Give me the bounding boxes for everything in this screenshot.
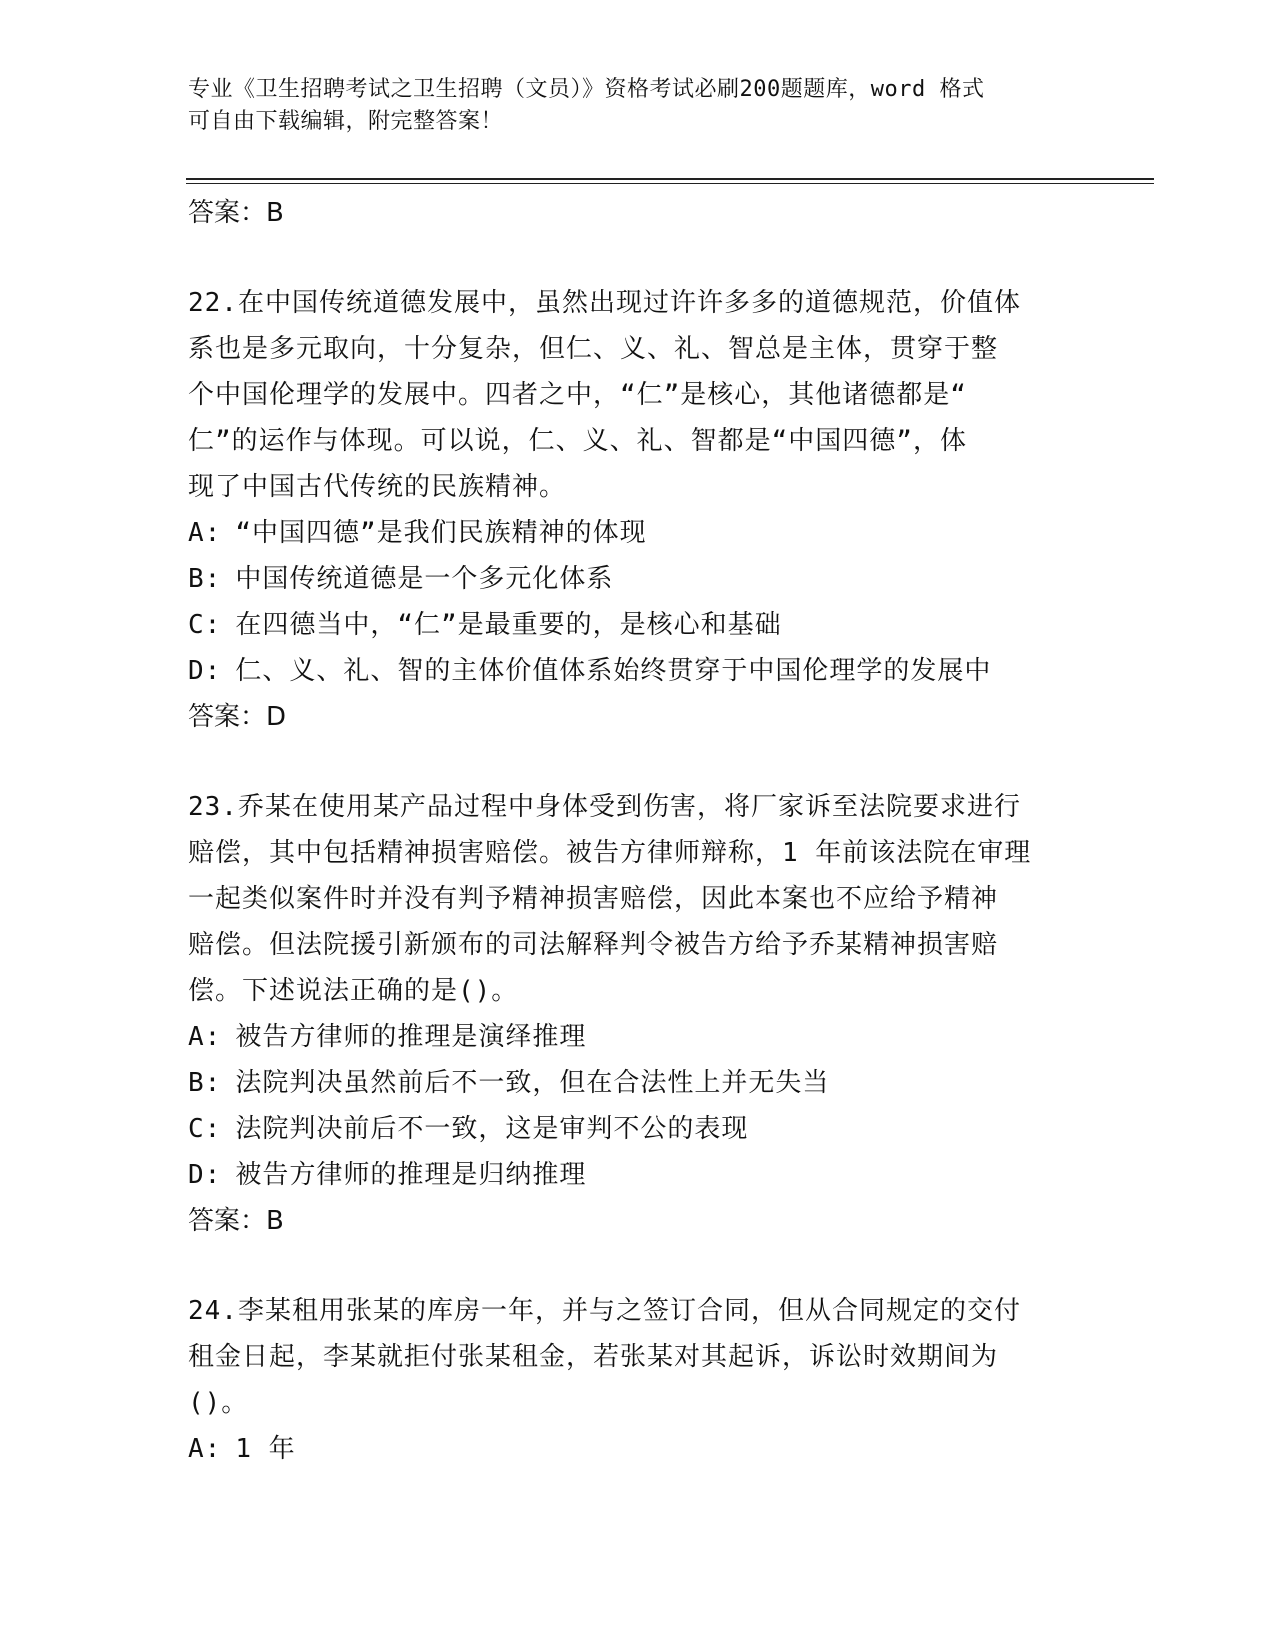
option-text: 被告方律师的推理是演绎推理 <box>235 1022 587 1052</box>
option-d <box>188 648 1088 694</box>
option-letter: D: <box>188 1160 222 1190</box>
option-letter: B: <box>188 1068 222 1098</box>
option-letter: A: <box>188 1434 222 1464</box>
question-text-line: 偿。下述说法正确的是()。 <box>188 976 519 1006</box>
option-text: 中国传统道德是一个多元化体系 <box>235 564 614 594</box>
question-text-line: 租金日起，李某就拒付张某租金，若张某对其起诉，诉讼时效期间为 <box>188 1342 999 1372</box>
question-text-line: 赔偿。但法院援引新颁布的司法解释判令被告方给予乔某精神损害赔 <box>188 930 999 960</box>
option-d <box>188 1152 1088 1198</box>
option-letter: C: <box>188 1114 222 1144</box>
question-text-line: 23.乔某在使用某产品过程中身体受到伤害，将厂家诉至法院要求进行 <box>188 792 1021 822</box>
option-c <box>188 602 1088 648</box>
option-letter: A: <box>188 1022 222 1052</box>
question-block <box>188 784 1088 1244</box>
option-text: 被告方律师的推理是归纳推理 <box>235 1160 587 1190</box>
option-a <box>188 1426 1088 1472</box>
option-a <box>188 1014 1088 1060</box>
question-block <box>188 1288 1088 1472</box>
document-header <box>188 74 1088 138</box>
option-text: 仁、义、礼、智的主体价值体系始终贯穿于中国伦理学的发展中 <box>235 656 992 686</box>
option-a <box>188 510 1088 556</box>
option-letter: D: <box>188 656 222 686</box>
option-letter: B: <box>188 564 222 594</box>
question-text-line: 24.李某租用张某的库房一年，并与之签订合同，但从合同规定的交付 <box>188 1296 1021 1326</box>
option-text: 法院判决虽然前后不一致，但在合法性上并无失当 <box>235 1068 830 1098</box>
header-line-2: 可自由下载编辑，附完整答案！ <box>188 109 504 134</box>
question-text-line: 个中国伦理学的发展中。四者之中，“仁”是核心，其他诸德都是“ <box>188 380 967 410</box>
document-body <box>188 190 1088 1472</box>
question-text-line: ()。 <box>188 1388 249 1418</box>
answer-line: 答案：B <box>188 198 284 228</box>
answer-line: 答案：B <box>188 1206 284 1236</box>
option-b <box>188 1060 1088 1106</box>
header-rule-thick <box>186 178 1154 180</box>
header-rule-thin <box>186 183 1154 184</box>
question-text-line: 现了中国古代传统的民族精神。 <box>188 472 567 502</box>
question-text-line: 赔偿，其中包括精神损害赔偿。被告方律师辩称，1 年前该法院在审理 <box>188 838 1032 868</box>
question-text-line: 系也是多元取向，十分复杂，但仁、义、礼、智总是主体，贯穿于整 <box>188 334 999 364</box>
option-c <box>188 1106 1088 1152</box>
question-text-line: 22.在中国传统道德发展中，虽然出现过许许多多的道德规范，价值体 <box>188 288 1021 318</box>
header-line-1: 专业《卫生招聘考试之卫生招聘（文员）》资格考试必刷200题题库，word 格式 <box>188 77 985 102</box>
option-b <box>188 556 1088 602</box>
question-text-line: 仁”的运作与体现。可以说，仁、义、礼、智都是“中国四德”，体 <box>188 426 967 456</box>
question-block <box>188 280 1088 740</box>
option-text: 在四德当中，“仁”是最重要的，是核心和基础 <box>235 610 782 640</box>
answer-line: 答案：D <box>188 702 287 732</box>
option-text: 法院判决前后不一致，这是审判不公的表现 <box>235 1114 749 1144</box>
option-letter: C: <box>188 610 222 640</box>
question-text-line: 一起类似案件时并没有判予精神损害赔偿，因此本案也不应给予精神 <box>188 884 999 914</box>
option-letter: A: <box>188 518 222 548</box>
option-text: 1 年 <box>235 1434 296 1464</box>
option-text: “中国四德”是我们民族精神的体现 <box>235 518 647 548</box>
